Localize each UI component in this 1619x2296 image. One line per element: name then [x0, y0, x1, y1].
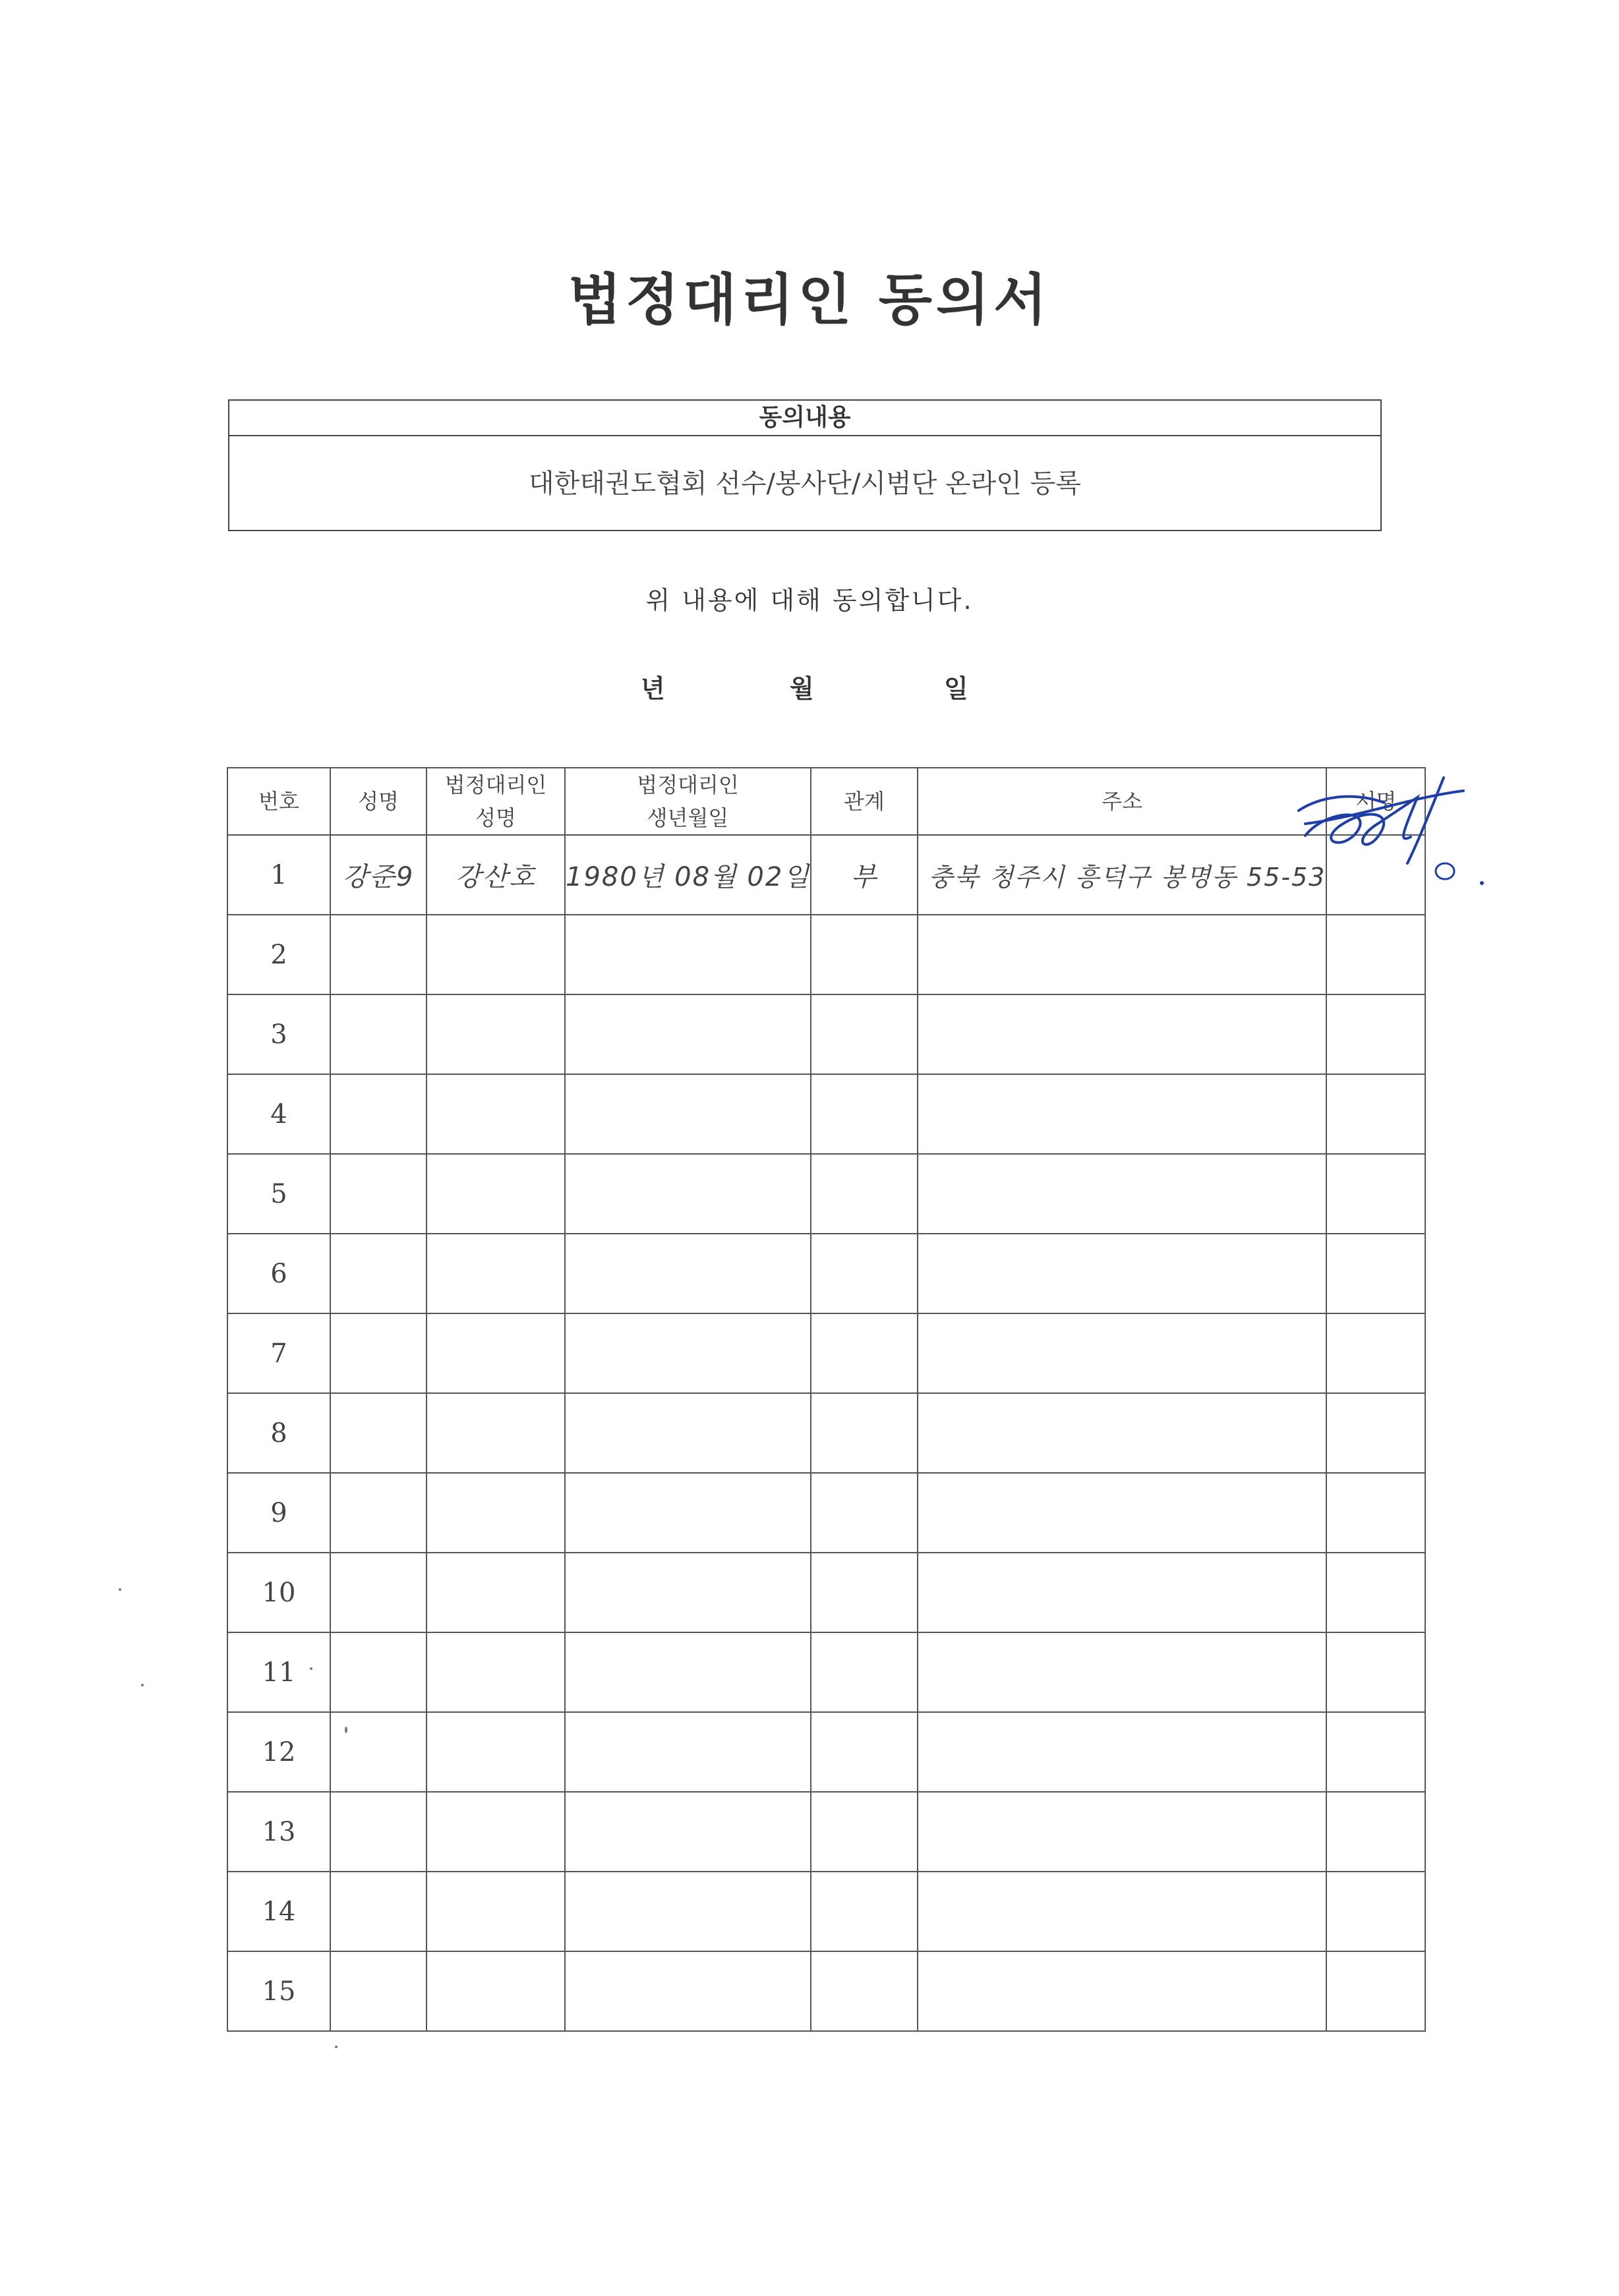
- guardian-name-cell: [427, 1553, 565, 1632]
- header-relation: 관계: [811, 768, 918, 835]
- guardian-birth-cell: [565, 1951, 811, 2031]
- address-cell: [918, 994, 1327, 1074]
- consent-content-header: 동의내용: [229, 401, 1380, 436]
- guardian-name-cell: [427, 1792, 565, 1872]
- table-row: [227, 1313, 1425, 1393]
- table-body: [227, 835, 1425, 2031]
- signature-cell: [1326, 1632, 1425, 1712]
- header-guardian-name-line1: 법정대리인: [444, 772, 547, 797]
- table-row: [227, 1951, 1425, 2031]
- student-name-cell: [330, 1234, 427, 1313]
- address-cell: [918, 1074, 1327, 1154]
- guardian-name-cell: [427, 915, 565, 994]
- address-cell: [918, 915, 1327, 994]
- student-name-cell: [330, 1154, 427, 1234]
- student-name-cell: [330, 1313, 427, 1393]
- guardian-name-cell: [427, 1712, 565, 1792]
- student-name-cell: [330, 1712, 427, 1792]
- consent-content-box: [228, 399, 1382, 531]
- student-name-cell: [330, 1074, 427, 1154]
- guardian-birth-cell: [565, 1393, 811, 1473]
- relation-cell: 부: [811, 835, 918, 915]
- table-row: [227, 1553, 1425, 1632]
- row-number: 14: [227, 1872, 330, 1951]
- student-name-cell: [330, 1792, 427, 1872]
- row-number: 5: [227, 1154, 330, 1234]
- signature-cell: [1326, 1872, 1425, 1951]
- row-number: 4: [227, 1074, 330, 1154]
- guardian-birth-cell: [565, 1792, 811, 1872]
- header-signature: 서명: [1326, 768, 1425, 835]
- guardian-birth-cell: [565, 1553, 811, 1632]
- signature-cell: [1326, 1313, 1425, 1393]
- guardian-birth-cell: [565, 1234, 811, 1313]
- table-row: [227, 994, 1425, 1074]
- row-number: 10: [227, 1553, 330, 1632]
- scan-speck: [310, 1667, 312, 1670]
- signature-cell: [1326, 1553, 1425, 1632]
- relation-cell: [811, 1951, 918, 2031]
- handwritten-signature: [1279, 771, 1529, 896]
- guardian-name-cell: [427, 1074, 565, 1154]
- guardian-name-cell: [427, 1393, 565, 1473]
- row-number: 6: [227, 1234, 330, 1313]
- guardian-name-cell: [427, 1951, 565, 2031]
- header-guardian-name-line2: 성명: [475, 805, 516, 830]
- signature-cell: [1326, 1154, 1425, 1234]
- guardian-birth-cell: 1980년 08월 02일: [565, 835, 811, 915]
- row-number: 9: [227, 1473, 330, 1553]
- table-row: [227, 1473, 1425, 1553]
- signature-cell: [1326, 1074, 1425, 1154]
- date-day-label: 일: [944, 674, 968, 703]
- table-row: [227, 915, 1425, 994]
- scan-speck: [345, 1727, 347, 1733]
- signature-cell: [1326, 1951, 1425, 2031]
- table-row: [227, 1074, 1425, 1154]
- guardian-birth-cell: [565, 1712, 811, 1792]
- address-cell: [918, 1553, 1327, 1632]
- address-cell: [918, 1234, 1327, 1313]
- table-row: [227, 835, 1425, 915]
- scan-speck: [141, 1684, 144, 1686]
- relation-cell: [811, 1473, 918, 1553]
- address-cell: [918, 1712, 1327, 1792]
- guardian-birth-cell: [565, 915, 811, 994]
- row-number: 12: [227, 1712, 330, 1792]
- relation-cell: [811, 1074, 918, 1154]
- guardian-name-cell: [427, 1473, 565, 1553]
- consent-content-text: 대한태권도협회 선수/봉사단/시범단 온라인 등록: [529, 469, 1081, 499]
- guardian-consent-table: [227, 767, 1426, 2032]
- signature-cell: [1326, 1792, 1425, 1872]
- row-number: 1: [227, 835, 330, 915]
- header-no: 번호: [227, 768, 330, 835]
- relation-cell: [811, 1154, 918, 1234]
- header-name: 성명: [330, 768, 427, 835]
- row-number: 2: [227, 915, 330, 994]
- scan-speck: [335, 2046, 338, 2048]
- address-cell: [918, 1313, 1327, 1393]
- table-row: [227, 1872, 1425, 1951]
- signature-cell: [1326, 1712, 1425, 1792]
- relation-cell: [811, 915, 918, 994]
- guardian-birth-cell: [565, 1473, 811, 1553]
- guardian-name-cell: [427, 1872, 565, 1951]
- agreement-statement: 위 내용에 대해 동의합니다.: [645, 586, 974, 615]
- student-name-cell: [330, 1632, 427, 1712]
- row-number: 15: [227, 1951, 330, 2031]
- document-title: 법정대리인 동의서: [568, 268, 1051, 332]
- student-name-cell: [330, 1553, 427, 1632]
- guardian-name-cell: [427, 1632, 565, 1712]
- signature-cell: [1326, 994, 1425, 1074]
- signature-cell: [1326, 1473, 1425, 1553]
- table-row: [227, 1393, 1425, 1473]
- scan-speck: [119, 1588, 121, 1591]
- relation-cell: [811, 994, 918, 1074]
- address-cell: [918, 1792, 1327, 1872]
- relation-cell: [811, 1632, 918, 1712]
- signature-cell: [1326, 915, 1425, 994]
- relation-cell: [811, 1234, 918, 1313]
- guardian-birth-cell: [565, 1154, 811, 1234]
- row-number: 8: [227, 1393, 330, 1473]
- student-name-cell: [330, 1473, 427, 1553]
- guardian-name-cell: [427, 994, 565, 1074]
- relation-cell: [811, 1553, 918, 1632]
- guardian-name-cell: [427, 1313, 565, 1393]
- table-header-row: [227, 768, 1425, 835]
- address-cell: [918, 1393, 1327, 1473]
- table-row: [227, 1792, 1425, 1872]
- guardian-birth-cell: [565, 1313, 811, 1393]
- header-address: 주소: [918, 768, 1327, 835]
- table-row: [227, 1234, 1425, 1313]
- header-guardian-name: [427, 768, 565, 835]
- relation-cell: [811, 1393, 918, 1473]
- student-name-cell: [330, 994, 427, 1074]
- student-name-cell: [330, 915, 427, 994]
- table-row: [227, 1154, 1425, 1234]
- address-cell: [918, 1473, 1327, 1553]
- header-guardian-birth-line1: 법정대리인: [637, 772, 739, 797]
- date-month-label: 월: [790, 674, 814, 703]
- address-cell: [918, 1872, 1327, 1951]
- student-name-cell: 강준9: [330, 835, 427, 915]
- relation-cell: [811, 1712, 918, 1792]
- guardian-birth-cell: [565, 994, 811, 1074]
- guardian-birth-cell: [565, 1074, 811, 1154]
- relation-cell: [811, 1792, 918, 1872]
- guardian-birth-cell: [565, 1872, 811, 1951]
- guardian-birth-cell: [565, 1632, 811, 1712]
- relation-cell: [811, 1872, 918, 1951]
- date-year-label: 년: [641, 674, 665, 703]
- student-name-cell: [330, 1951, 427, 2031]
- address-cell: [918, 1632, 1327, 1712]
- header-guardian-birth: [565, 768, 811, 835]
- student-name-cell: [330, 1872, 427, 1951]
- signature-cell: [1326, 1234, 1425, 1313]
- guardian-name-cell: 강산호: [427, 835, 565, 915]
- address-cell: [918, 1951, 1327, 2031]
- row-number: 7: [227, 1313, 330, 1393]
- address-cell: 충북 청주시 흥덕구 봉명동 55-53: [918, 835, 1327, 915]
- table-row: [227, 1712, 1425, 1792]
- address-cell: [918, 1154, 1327, 1234]
- signature-cell: [1326, 1393, 1425, 1473]
- row-number: 11: [227, 1632, 330, 1712]
- row-number: 3: [227, 994, 330, 1074]
- student-name-cell: [330, 1393, 427, 1473]
- row-number: 13: [227, 1792, 330, 1872]
- guardian-name-cell: [427, 1234, 565, 1313]
- header-guardian-birth-line2: 생년월일: [647, 805, 729, 830]
- guardian-name-cell: [427, 1154, 565, 1234]
- table-row: [227, 1632, 1425, 1712]
- relation-cell: [811, 1313, 918, 1393]
